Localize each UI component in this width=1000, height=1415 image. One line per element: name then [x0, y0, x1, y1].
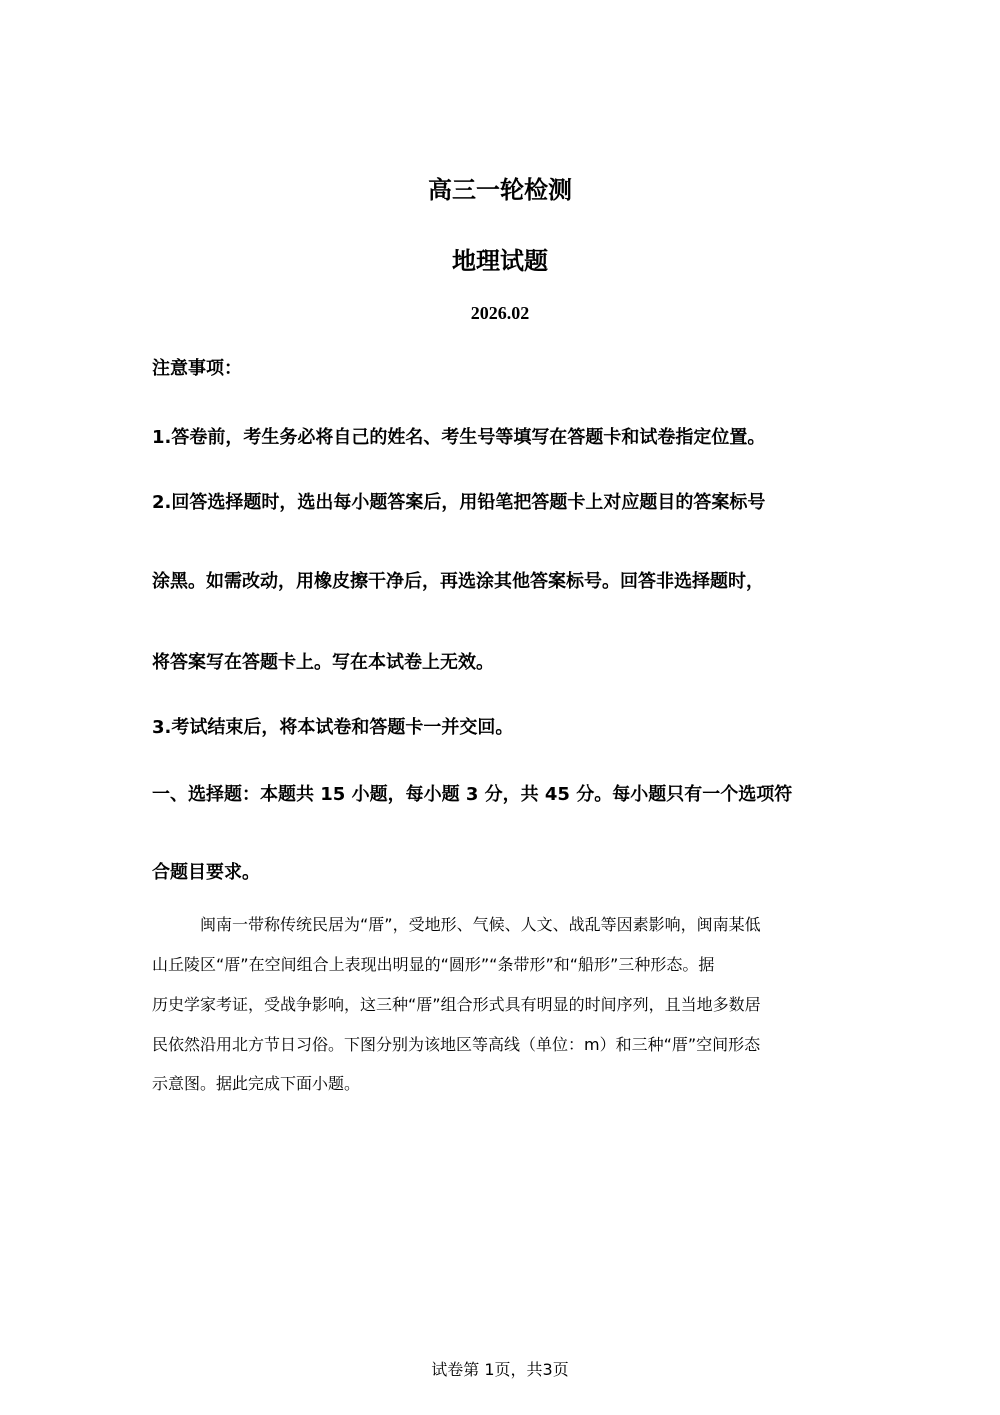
passage-line-4: 民依然沿用北方节日习俗。下图分别为该地区等高线（单位：m）和三种“厝”空间形态: [152, 1035, 761, 1054]
passage-line-2: 山丘陵区“厝”在空间组合上表现出明显的“圆形”“条带形”和“船形”三种形态。据: [152, 955, 715, 974]
exam-title: 高三一轮检测: [428, 176, 572, 204]
notice-item-2-line-1: 2.回答选择题时，选出每小题答案后，用铅笔把答题卡上对应题目的答案标号: [152, 492, 766, 513]
notice-item-3: 3.考试结束后，将本试卷和答题卡一并交回。: [152, 717, 514, 738]
exam-date: 2026.02: [470, 303, 530, 323]
notice-heading: 注意事项：: [152, 358, 242, 379]
section-heading-line-1: 一、选择题：本题共 15 小题，每小题 3 分，共 45 分。每小题只有一个选项符: [152, 784, 793, 805]
passage-line-5: 示意图。据此完成下面小题。: [152, 1074, 361, 1093]
passage-line-1: 闽南一带称传统民居为“厝”，受地形、气候、人文、战乱等因素影响，闽南某低: [200, 915, 761, 934]
notice-item-1: 1.答卷前，考生务必将自己的姓名、考生号等填写在答题卡和试卷指定位置。: [152, 427, 766, 448]
section-heading-line-2: 合题目要求。: [152, 862, 260, 883]
page-footer: 试卷第 1页，共3页: [431, 1360, 569, 1379]
notice-item-2-line-3: 将答案写在答题卡上。写在本试卷上无效。: [152, 652, 494, 673]
subject-title: 地理试题: [452, 247, 548, 275]
notice-item-2-line-2: 涂黑。如需改动，用橡皮擦干净后，再选涂其他答案标号。回答非选择题时，: [152, 571, 764, 592]
passage-line-3: 历史学家考证，受战争影响，这三种“厝”组合形式具有明显的时间序列，且当地多数居: [152, 995, 761, 1014]
